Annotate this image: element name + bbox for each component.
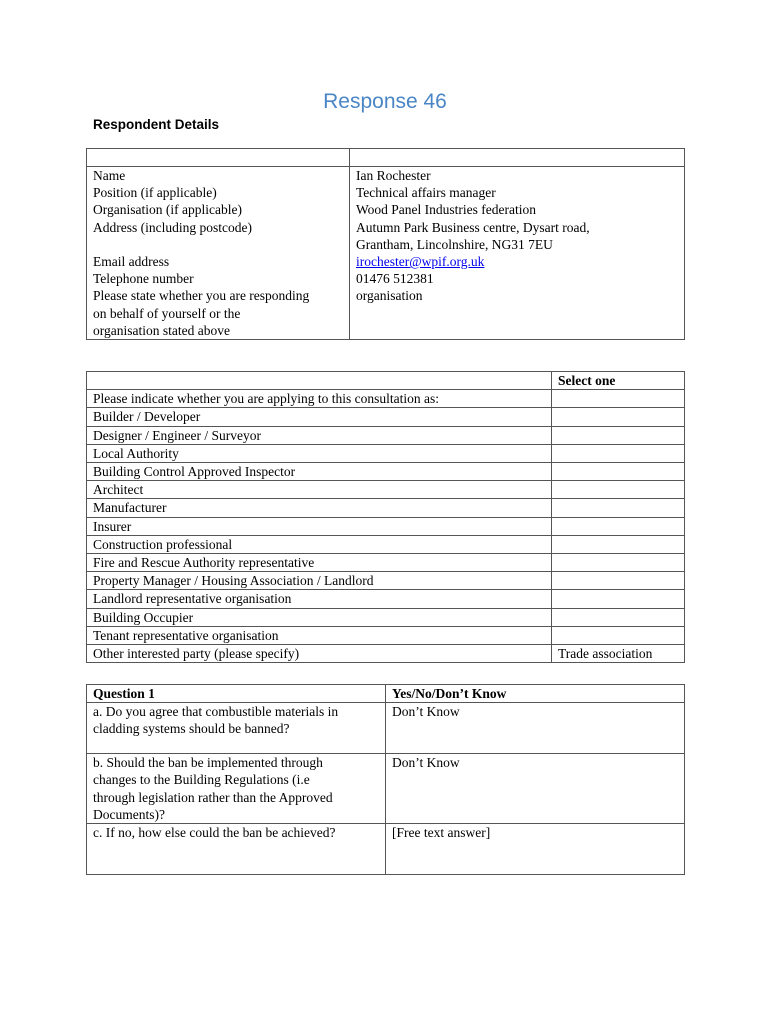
value-name: Ian Rochester: [356, 168, 431, 183]
question-a-line2: cladding systems should be banned?: [93, 721, 290, 737]
question-a: [87, 703, 386, 754]
role-selection-cell[interactable]: [552, 517, 685, 535]
role-label: Landlord representative organisation: [87, 590, 552, 608]
table-row: [87, 554, 685, 572]
role-selection-table: [86, 371, 685, 663]
label-spacer: [93, 236, 343, 253]
role-label: Insurer: [87, 517, 552, 535]
role-label: Building Control Approved Inspector: [87, 463, 552, 481]
role-label: Designer / Engineer / Surveyor: [87, 426, 552, 444]
role-selection-cell[interactable]: [552, 590, 685, 608]
role-prompt-selection-cell[interactable]: [552, 390, 685, 408]
table-row: [87, 626, 685, 644]
role-label: Builder / Developer: [87, 408, 552, 426]
question-b: [87, 754, 386, 824]
role-label: Fire and Rescue Authority representative: [87, 554, 552, 572]
question-c-line1: c. If no, how else could the ban be achieved?: [93, 825, 336, 841]
label-name: Name: [93, 168, 126, 183]
role-label: Manufacturer: [87, 499, 552, 517]
role-label: Property Manager / Housing Association / Landlord: [87, 572, 552, 590]
role-selection-cell[interactable]: [552, 481, 685, 499]
table-row: [87, 572, 685, 590]
blank-header-cell: [350, 149, 685, 167]
label-behalf-line2: on behalf of yourself or the: [93, 305, 241, 321]
table-row: [87, 703, 685, 754]
role-header-row: [87, 372, 685, 390]
table-row: [87, 754, 685, 824]
table-row: [87, 590, 685, 608]
question-c: [87, 824, 386, 875]
question-a-line1: a. Do you agree that combustible materials in: [93, 704, 339, 720]
role-selection-cell[interactable]: [552, 608, 685, 626]
answer-c[interactable]: [Free text answer]: [386, 824, 685, 875]
respondent-details-table: [86, 148, 685, 340]
role-selection-cell[interactable]: Trade association: [552, 645, 685, 663]
table-row: [87, 645, 685, 663]
label-position: Position (if applicable): [93, 185, 217, 201]
role-label: Other interested party (please specify): [87, 645, 552, 663]
role-label: Tenant representative organisation: [87, 626, 552, 644]
table-row: [87, 499, 685, 517]
role-selection-cell[interactable]: [552, 626, 685, 644]
details-body-row: [87, 167, 685, 340]
label-organisation: Organisation (if applicable): [93, 202, 242, 218]
role-prompt-row: [87, 390, 685, 408]
role-label: Architect: [87, 481, 552, 499]
label-telephone: Telephone number: [93, 271, 194, 287]
role-selection-cell[interactable]: [552, 408, 685, 426]
value-organisation: Wood Panel Industries federation: [356, 202, 536, 218]
answer-a[interactable]: Don’t Know: [386, 703, 685, 754]
respondent-details-heading: Respondent Details: [93, 117, 220, 132]
role-label: Construction professional: [87, 535, 552, 553]
answer-header: Yes/No/Don’t Know: [386, 685, 685, 703]
table-row: [87, 824, 685, 875]
role-prompt: Please indicate whether you are applying to this consultation as:: [87, 390, 552, 408]
value-address-line2: Grantham, Lincolnshire, NG31 7EU: [356, 236, 553, 252]
question-header-row: [87, 685, 685, 703]
details-values-cell: [350, 167, 685, 340]
select-one-header: Select one: [552, 372, 685, 390]
label-behalf-line1: Please state whether you are responding: [93, 288, 310, 304]
question-b-line4: Documents)?: [93, 806, 165, 822]
role-label: Building Occupier: [87, 608, 552, 626]
question-b-line1: b. Should the ban be implemented through: [93, 755, 323, 771]
table-row: [87, 608, 685, 626]
value-telephone: 01476 512381: [356, 271, 434, 287]
role-label: Local Authority: [87, 444, 552, 462]
role-selection-cell[interactable]: [552, 572, 685, 590]
details-labels-cell: [87, 167, 350, 340]
label-address: Address (including postcode): [93, 219, 252, 235]
question-title: Question 1: [87, 685, 386, 703]
role-header-blank-cell: [87, 372, 552, 390]
label-behalf-line3: organisation stated above: [93, 322, 230, 338]
question-1-table: [86, 684, 685, 875]
role-selection-cell[interactable]: [552, 463, 685, 481]
value-position: Technical affairs manager: [356, 185, 496, 201]
role-selection-cell[interactable]: [552, 444, 685, 462]
answer-b[interactable]: Don’t Know: [386, 754, 685, 824]
role-selection-cell[interactable]: [552, 499, 685, 517]
question-b-line3: through legislation rather than the Approved: [93, 789, 333, 805]
table-row: [87, 481, 685, 499]
value-behalf: organisation: [356, 288, 423, 304]
page-title: Response 46: [323, 90, 447, 113]
table-header-row-blank: [87, 149, 685, 167]
question-b-line2: changes to the Building Regulations (i.e: [93, 772, 310, 788]
email-link[interactable]: irochester@wpif.org.uk: [356, 254, 485, 270]
role-selection-cell[interactable]: [552, 535, 685, 553]
role-selection-cell[interactable]: [552, 426, 685, 444]
label-email: Email address: [93, 254, 170, 270]
value-address-line1: Autumn Park Business centre, Dysart road,: [356, 219, 590, 235]
table-row: [87, 426, 685, 444]
table-row: [87, 463, 685, 481]
blank-header-cell: [87, 149, 350, 167]
table-row: [87, 517, 685, 535]
table-row: [87, 535, 685, 553]
table-row: [87, 444, 685, 462]
role-selection-cell[interactable]: [552, 554, 685, 572]
table-row: [87, 408, 685, 426]
